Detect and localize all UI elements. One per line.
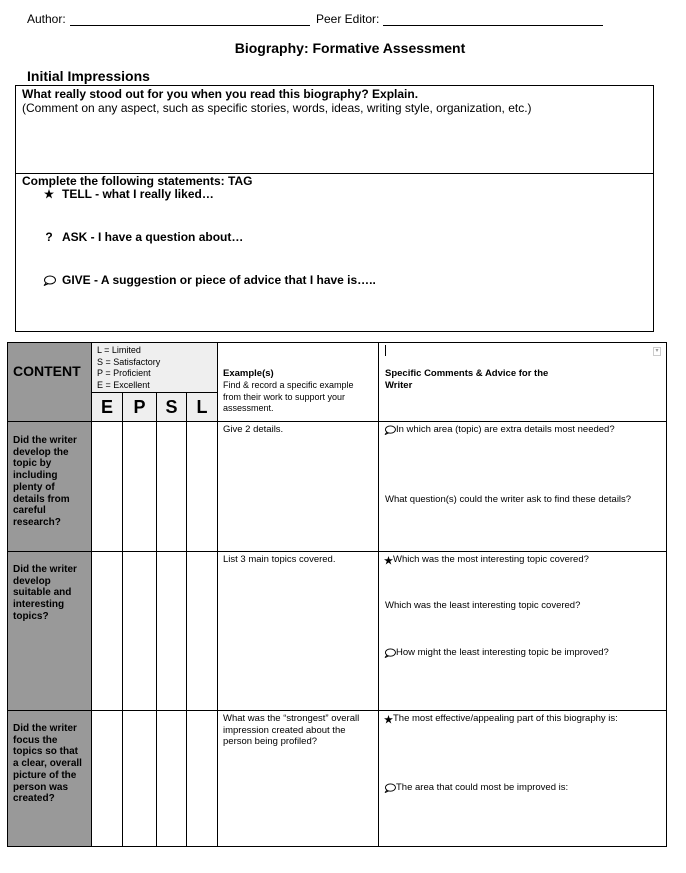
impressions-answer-area[interactable] [22, 101, 646, 173]
comment-prompt [384, 647, 609, 659]
scale-limited: L = Limited [97, 345, 141, 355]
impressions-question: What really stood out for you when you read this biography? Explain. [22, 87, 419, 101]
scale-satisfactory: S = Satisfactory [97, 356, 161, 367]
text-cursor [385, 345, 386, 356]
peer-editor-label: Peer Editor: [316, 12, 380, 26]
score-cell-l[interactable] [187, 711, 218, 847]
examples-header-sub: Find & record a specific example from their work to support your assessment. [223, 380, 354, 413]
comment-prompt [384, 554, 589, 566]
tag-tell [38, 187, 214, 201]
impressions-question-note: (Comment on any aspect, such as specific stories, words, ideas, writing style, organization, etc.) [22, 101, 532, 115]
speech-bubble-icon [384, 783, 396, 793]
example-prompt: What was the “strongest” overall impression created about the person being profiled? [223, 713, 360, 747]
content-label: CONTENT [13, 363, 81, 379]
examples-header-cell [218, 343, 379, 422]
example-cell[interactable] [218, 711, 379, 847]
tag-ask-text: ASK - I have a question about… [62, 230, 244, 244]
score-cell-s[interactable] [157, 552, 187, 711]
score-header-e: E [92, 393, 123, 422]
content-header-cell [8, 343, 92, 422]
comments-cell[interactable] [379, 422, 667, 552]
scale-legend-cell [92, 343, 218, 393]
score-cell-e[interactable] [92, 422, 123, 552]
score-cell-p[interactable] [123, 711, 157, 847]
comment-prompt [385, 494, 631, 506]
comment-text: The area that could most be improved is: [396, 782, 569, 793]
question-mark-icon: ? [45, 230, 53, 244]
score-cell-s[interactable] [157, 711, 187, 847]
score-cell-e[interactable] [92, 552, 123, 711]
peer-editor-field[interactable] [383, 25, 603, 26]
comment-prompt [384, 713, 618, 725]
scale-proficient: P = Proficient [97, 368, 151, 378]
star-icon [384, 715, 393, 724]
example-cell[interactable] [218, 422, 379, 552]
score-cell-l[interactable] [187, 422, 218, 552]
score-cell-p[interactable] [123, 422, 157, 552]
impressions-box [15, 85, 654, 332]
score-header-l: L [187, 393, 218, 422]
tag-intro: Complete the following statements: TAG [22, 174, 253, 188]
comment-prompt [385, 600, 580, 612]
score-header-p: P [123, 393, 157, 422]
tag-give-text: GIVE - A suggestion or piece of advice that I have is….. [62, 273, 376, 287]
comment-text: Which was the least interesting topic covered? [385, 600, 581, 611]
score-header-s: S [157, 393, 187, 422]
speech-bubble-icon [384, 425, 396, 435]
score-cell-l[interactable] [187, 552, 218, 711]
dropdown-icon[interactable]: ▾ [653, 347, 661, 356]
row-question-cell [8, 711, 92, 847]
score-cell-e[interactable] [92, 711, 123, 847]
comments-cell[interactable] [379, 711, 667, 847]
author-label: Author: [27, 12, 66, 26]
example-prompt: Give 2 details. [223, 424, 284, 435]
star-icon [384, 556, 393, 565]
score-cell-s[interactable] [157, 422, 187, 552]
initial-impressions-heading: Initial Impressions [27, 68, 150, 84]
author-field[interactable] [70, 25, 310, 26]
score-cell-p[interactable] [123, 552, 157, 711]
examples-header-title: Example(s) [223, 368, 274, 379]
tag-ask [38, 230, 243, 244]
comment-text: What question(s) could the writer ask to find these details? [385, 494, 632, 505]
row-question-cell [8, 552, 92, 711]
comments-cell[interactable] [379, 552, 667, 711]
comment-prompt [384, 782, 568, 794]
tag-give [38, 273, 376, 287]
row-question: Did the writer develop the topic by including plenty of details from careful research? [13, 435, 77, 528]
examples-header [223, 368, 373, 415]
row-question: Did the writer develop suitable and interesting topics? [13, 564, 77, 622]
rubric-table [7, 342, 667, 847]
comment-prompt [384, 424, 615, 436]
row-question-cell [8, 422, 92, 552]
comment-text: Which was the most interesting topic covered? [393, 554, 589, 565]
speech-bubble-icon [384, 648, 396, 658]
tag-tell-text: TELL - what I really liked… [62, 187, 214, 201]
comments-header: Specific Comments & Advice for the Writer [385, 368, 549, 391]
scale-legend [97, 345, 160, 391]
speech-bubble-icon [38, 275, 60, 286]
comment-text: How might the least interesting topic be improved? [396, 647, 609, 658]
scale-excellent: E = Excellent [97, 379, 150, 390]
page-title: Biography: Formative Assessment [234, 40, 466, 56]
comment-text: In which area (topic) are extra details most needed? [396, 424, 615, 435]
comment-text: The most effective/appealing part of this biography is: [393, 713, 618, 724]
star-icon [38, 189, 60, 199]
example-prompt: List 3 main topics covered. [223, 554, 336, 565]
row-question: Did the writer focus the topics so that a clear, overall picture of the person was created? [13, 723, 82, 805]
comments-header-cell [379, 343, 667, 422]
example-cell[interactable] [218, 552, 379, 711]
